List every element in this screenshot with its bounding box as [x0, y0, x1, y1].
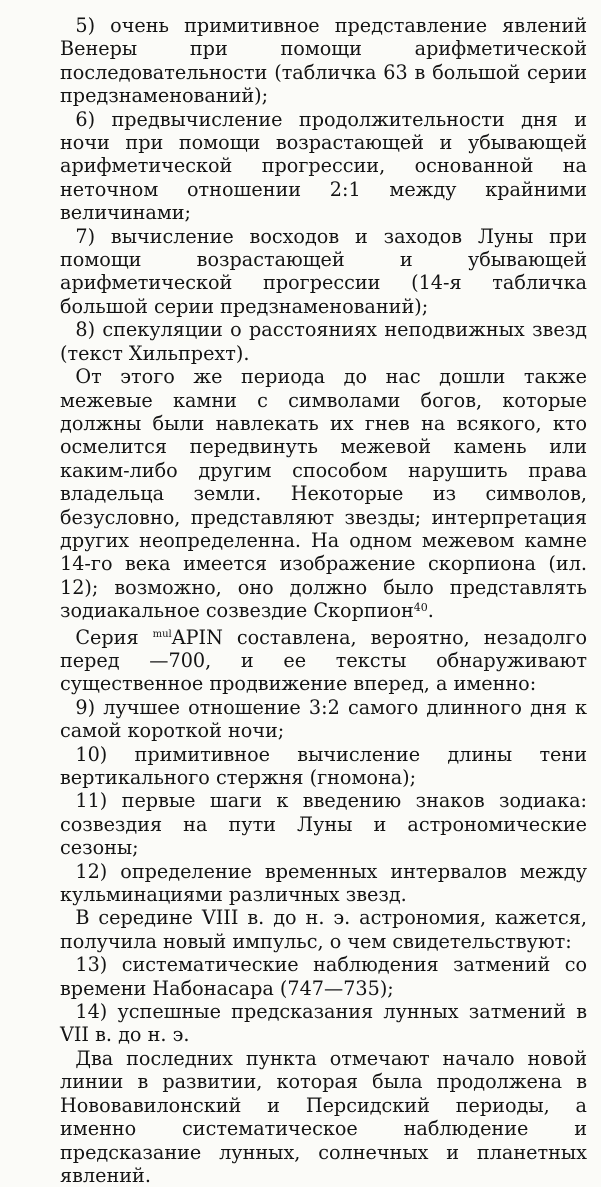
paragraph-item-9: 9) лучшее отношение 3:2 самого длинного дня к самой короткой ночи;: [60, 695, 587, 743]
paragraph-item-5: 5) очень примитивное представление явлений Венеры при помощи арифметической последовательности (табличка 63 в большой серии предзнаменований);: [60, 14, 587, 108]
paragraph-item-11: 11) первые шаги к введению знаков зодиака: созвездия на пути Луны и астрономические сезоны;: [60, 789, 587, 860]
paragraph-mul-apin: [60, 623, 587, 696]
paragraph-text: От этого же периода до нас дошли также межевые камни с символами богов, которые должны были навлекать их гнев на всякого, кто осмелится передвинуть межевой камень или каким-либо другим способом нарушить права владельца земли. Некоторые из символов, безусловно, представляют звезды; интерпретация других неопределенна. На одном межевом камне 14-го века имеется изображение скорпиона (ил. 12); возможно, оно должно было представлять зодиакальное созвездие Скорпион: [60, 365, 587, 623]
paragraph-item-6: 6) предвычисление продолжительности дня и ночи при помощи возрастающей и убывающей арифметической прогрессии, основанной на неточном отношении 2:1 между крайними величинами;: [60, 107, 587, 225]
paragraph-item-10: 10) примитивное вычисление длины тени вертикального стержня (гномона);: [60, 742, 587, 789]
paragraph-item-8: 8) спекуляции о расстояниях неподвижных звезд (текст Хильпрехт).: [60, 318, 587, 365]
paragraph-item-12: 12) определение временных интервалов между кульминациями различных звезд.: [60, 859, 587, 907]
paragraph-boundary-stones: От этого же периода до нас дошли также межевые камни с символами богов, которые должны были навлекать их гнев на всякого, кто осмелится передвинуть межевой камень или каким-либо другим способом нарушить права владельца земли. Некоторые из символов, безусловно, представляют звезды; интерпретация других неопределенна. На одном межевом камне 14-го века имеется изображение скорпиона (ил. 12); возможно, оно должно было представлять зодиакальное созвездие Скорпион$^{40}$.: [60, 365, 587, 623]
footnote-marker-40: 40: [413, 601, 428, 615]
paragraph-conclusion: Два последних пункта отмечают начало новой линии в развитии, которая была продолжена в Нововавилонский и Персидский периоды, а именно систематическое наблюдение и предсказание лунных, солнечных и планетных явлений.: [60, 1046, 587, 1187]
paragraph-eighth-century: В середине VIII в. до н. э. астрономия, кажется, получила новый импульс, о чем свидетельствуют:: [60, 906, 587, 953]
series-prefix: Серия: [75, 625, 139, 649]
paragraph-item-7: 7) вычисление восходов и заходов Луны при помощи возрастающей и убывающей арифметической прогрессии (14-я табличка большой серии предзнаменований);: [60, 224, 587, 318]
paragraph-item-14: 14) успешные предсказания лунных затмений в VII в. до н. э.: [60, 1000, 587, 1047]
mul-superscript: mul: [152, 628, 172, 640]
paragraph-item-13: 13) систематические наблюдения затмений со времени Набонасара (747—735);: [60, 953, 587, 1000]
series-text: APIN составлена, вероятно, незадолго перед —700, и ее тексты обнаруживают существенное продвижение вперед, а именно:: [60, 625, 587, 696]
